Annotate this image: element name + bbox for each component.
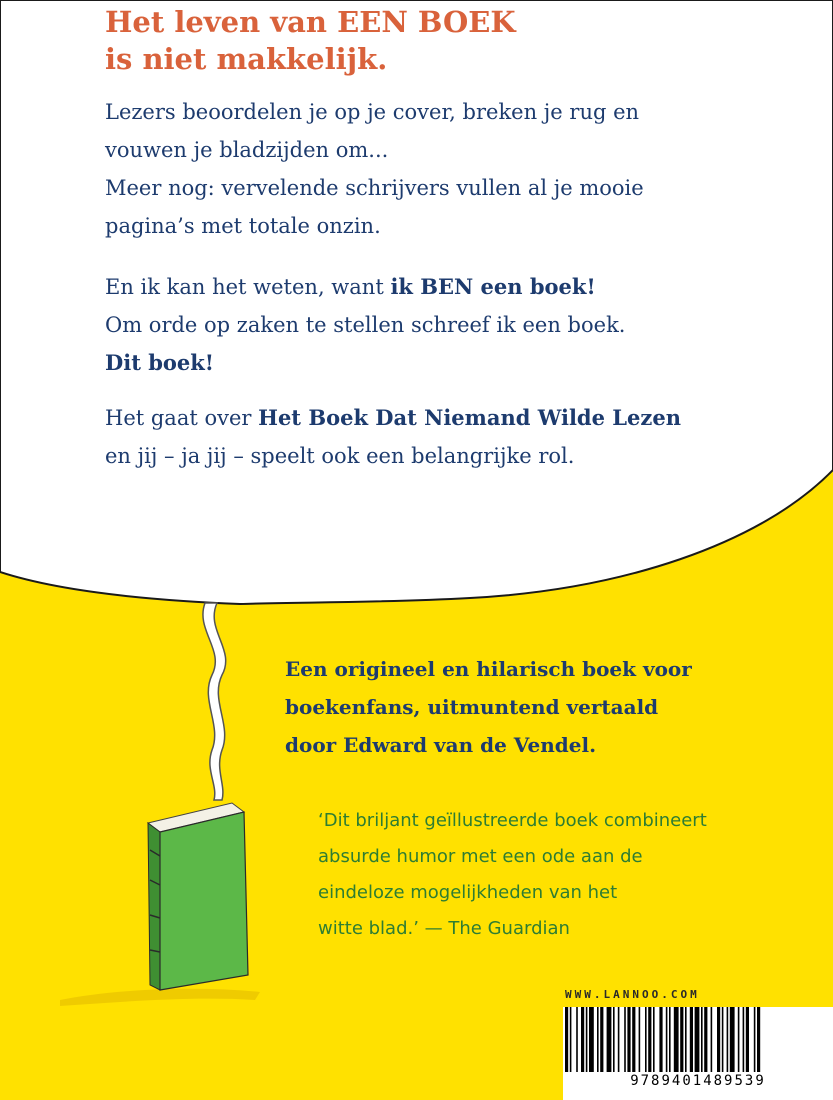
barcode-bar [738,1007,740,1073]
barcode-bar [701,1007,703,1073]
barcode-bar [648,1007,651,1073]
barcode-bar [711,1007,713,1073]
barcode-bar [754,1007,756,1073]
barcode-bar [704,1007,707,1073]
paragraph-intro [105,93,644,245]
barcode-bar [645,1007,647,1073]
barcode-bar [695,1007,700,1073]
paragraph-book-statement [105,268,625,382]
text-segment: Het gaat over [105,406,259,430]
barcode-bar [565,1007,568,1073]
text-line: pagina’s met totale onzin. [105,214,381,238]
barcode-bar [576,1007,578,1073]
barcode-bar [653,1007,655,1073]
blurb [285,650,692,764]
review-quote [318,803,707,947]
quote-line: ‘Dit briljant geïllustreerde boek combineert [318,810,707,831]
barcode-bar [685,1007,687,1073]
text-line [105,268,625,306]
bold-segment: Dit boek! [105,350,215,375]
text-line [105,399,681,437]
blurb-line: Een origineel en hilarisch boek voor [285,657,692,681]
barcode-bar [757,1007,760,1073]
barcode-bar [730,1007,735,1073]
barcode-bar [624,1007,626,1073]
barcode-bar [597,1007,599,1073]
barcode-bar [618,1007,620,1073]
headline-line: is niet makkelijk. [105,42,388,76]
barcode-bar [639,1007,641,1073]
headline-line: Het leven van EEN BOEK [105,5,516,39]
text-line: en jij – ja jij – speelt ook een belangrijke rol. [105,444,575,468]
barcode-bar [717,1007,720,1073]
barcode-bar [690,1007,693,1073]
text-line: vouwen je bladzijden om... [105,138,389,162]
headline [105,4,516,78]
blurb-line: boekenfans, uitmuntend vertaald [285,695,659,719]
blurb-line: door Edward van de Vendel. [285,733,597,757]
barcode-bar [674,1007,679,1073]
barcode-bar [680,1007,683,1073]
barcode-bar [613,1007,615,1073]
barcode-bar [607,1007,612,1073]
barcode-bar [669,1007,671,1073]
barcode-digits: 9789401489539 [563,1072,833,1090]
bold-segment: Het Boek Dat Niemand Wilde Lezen [258,405,681,430]
barcode-bar [632,1007,635,1073]
barcode-bar [727,1007,729,1073]
barcode-bar [659,1007,662,1073]
quote-line: absurde humor met een ode aan de [318,846,643,867]
paragraph-about [105,399,681,475]
text-segment: En ik kan het weten, want [105,275,391,299]
barcode-bar [600,1007,603,1073]
barcode-bar [722,1007,724,1073]
barcode-bar [589,1007,594,1073]
barcode-bar [746,1007,749,1073]
barcode-bar [581,1007,584,1073]
quote-line: eindeloze mogelijkheden van het [318,882,618,903]
text-line: Lezers beoordelen je op je cover, breken je rug en [105,100,640,124]
text-line: Meer nog: vervelende schrijvers vullen al je mooie [105,176,644,200]
barcode-bar [586,1007,588,1073]
barcode-bar [627,1007,630,1073]
barcode-bar [743,1007,745,1073]
barcode-bar [570,1007,572,1073]
barcode-bar [666,1007,668,1073]
bold-segment: ik BEN een boek! [390,274,596,299]
publisher-website: WWW.LANNOO.COM [565,988,700,1001]
text-line [105,344,625,382]
text-line: Om orde op zaken te stellen schreef ik een boek. [105,313,626,337]
quote-line: witte blad.’ — The Guardian [318,918,570,939]
